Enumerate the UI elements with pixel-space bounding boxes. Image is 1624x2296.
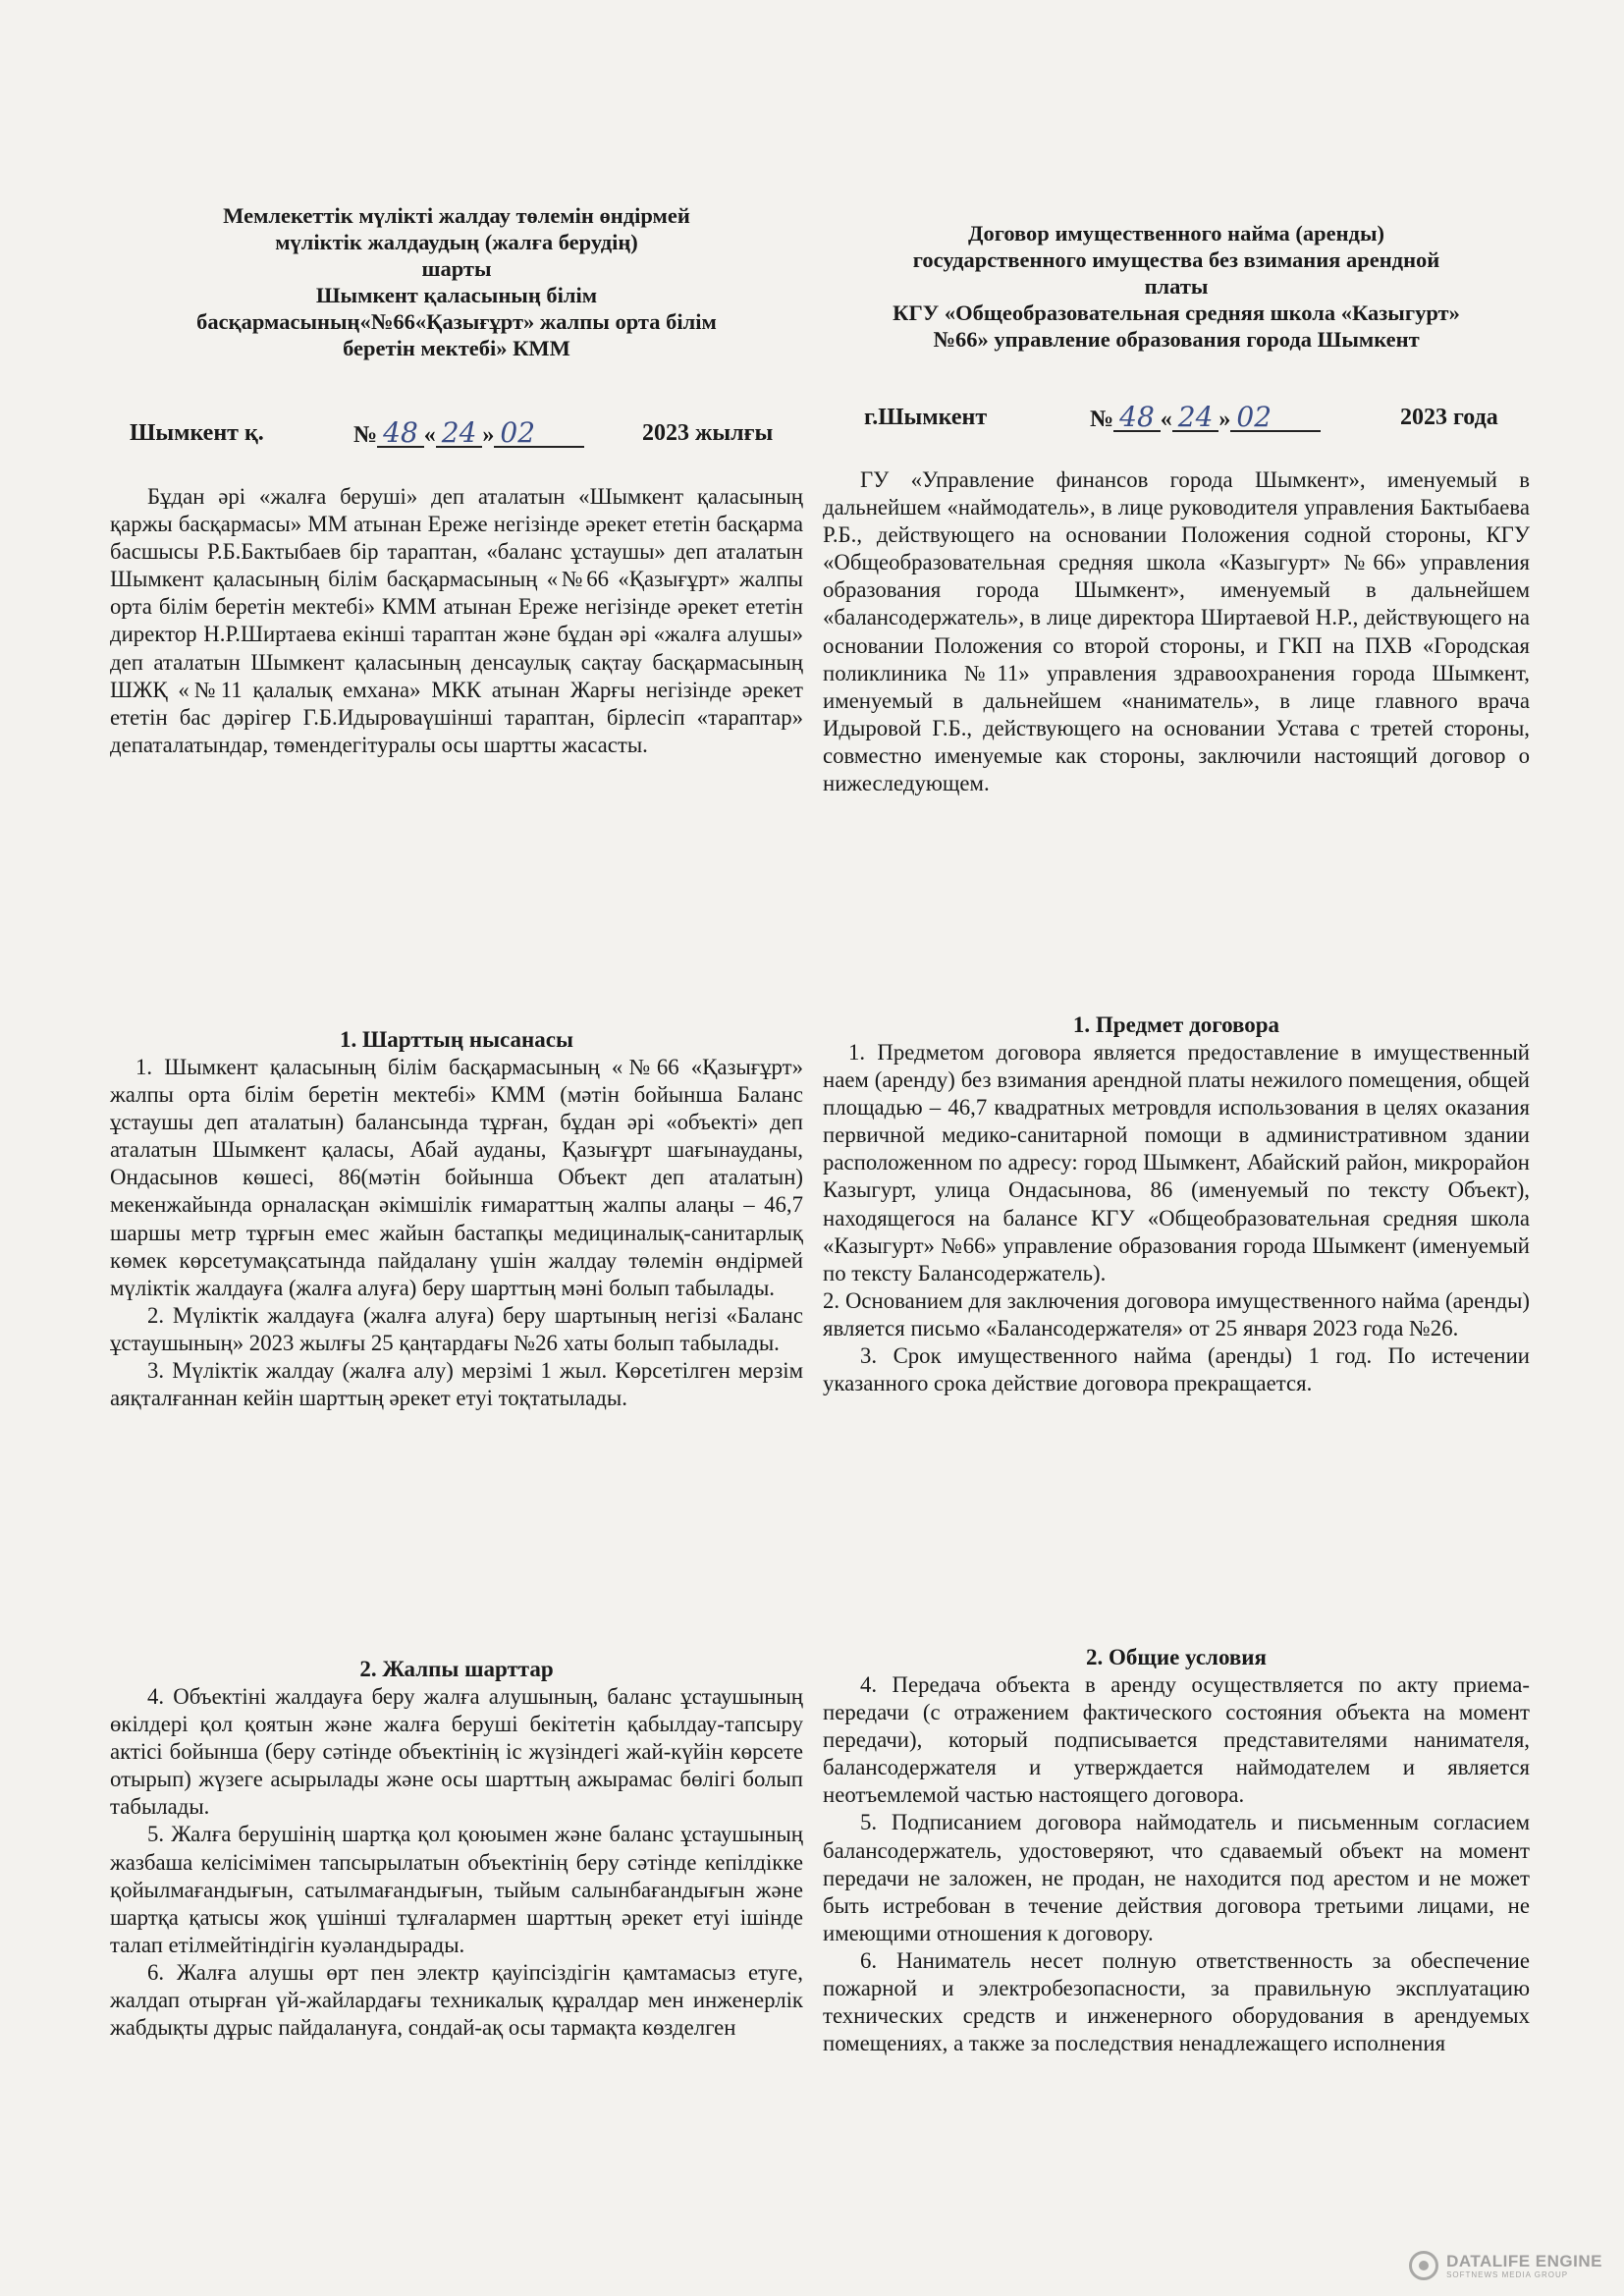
ru-year: 2023 года xyxy=(1400,405,1498,430)
kz-clause-6: 6. Жалға алушы өрт пен электр қауіпсіздігін қамтамасыз етуге, жалдап отырған үй-жайлардағы техникалық құралдар мен инженерлік жабдықты дұрыс пайдалануға, сондай-ақ осы тармақта көзделген xyxy=(110,1959,803,2041)
ru-month-handwritten: 02 xyxy=(1230,405,1321,432)
ru-clause-6: 6. Наниматель несет полную ответственность за обеспечение пожарной и электробезопасности, за правильную эксплуатацию технических средств и инженерного оборудования в арендуемых помещениях, а также за последствия ненадлежащего исполнения xyxy=(823,1947,1530,2056)
kz-title xyxy=(110,202,803,361)
kz-section1-title: 1. Шарттың нысанасы xyxy=(340,1027,573,1052)
ru-city-date-line xyxy=(823,401,1530,436)
ru-preamble: ГУ «Управление финансов города Шымкент», именуемый в дальнейшем «наймодатель», в лице руководителя управления Бактыбаева Р.Б., действующего на основании Положения содной стороны, КГУ «Общеобразовательная средняя школа «Казыгурт» №66» управления образования города Шымкент», именуемый в дальнейшем «балансодержатель», в лице директора Ширтаевой Н.Р., действующего на основании Положения со второй стороны, и ГКП на ПХВ «Городская поликлиника №11» управления здравоохранения города Шымкент, именуемый в дальнейшем «наниматель», в лице главного врача Идыровой Г.Б., действующего на основании Устава с третей стороны, совместно именуемые как стороны, заключили настоящий договор о нижеследующем. xyxy=(823,467,1530,796)
kz-clause-5: 5. Жалға берушінің шартқа қол қоюымен және баланс ұстаушының жазбаша келісімімен тапсырылатын объектінің беру сәтінде кепілдікке қойылмағандығын, сатылмағандығын, тыйым салынбағандығын және шартқа қатысы жоқ үшінші тұлғалармен шарттың әрекет етуі ішінде талап етілмейтіндігін куәландырады. xyxy=(110,1822,803,1957)
kz-clause-2: 2. Мүліктік жалдауға (жалға алуға) беру шартының негізі «Баланс ұстаушының» 2023 жылғы 25 қаңтардағы №26 хаты болып табылады. xyxy=(110,1302,803,1355)
ru-title-line: государственного имущества без взимания арендной xyxy=(912,247,1440,272)
ru-title-line: платы xyxy=(1144,274,1209,299)
kz-title-line: шарты xyxy=(421,256,492,281)
watermark-subtitle: SOFTNEWS MEDIA GROUP xyxy=(1446,2269,1569,2279)
kz-clause-1: 1. Шымкент қаласының білім басқармасының «№66 «Қазығұрт» жалпы орта білім беретін мектебі» КММ (мәтін бойынша Баланс ұстаушы деп аталатын) балансында тұрған, бұдан әрі «объекті» деп аталатын Шымкент қаласы, Абай ауданы, Қазығұрт шағынауданы, Ондасынов көшесі, 86(мәтін бойынша Объект деп аталатын) мекенжайында орналасқан әкімшілік ғимараттың жалпы алаңы – 46,7 шаршы метр тұрғын емес жайын бастапқы медициналық-санитарлық көмек көрсетумақсатында пайдалану үшін жалдау төлемін өндірмей мүліктік жалдауға (жалға алуға) беру шарттың мәні болып табылады. xyxy=(110,1055,803,1300)
ru-section1-title: 1. Предмет договора xyxy=(1072,1012,1280,1037)
kz-number-handwritten: 48 xyxy=(377,420,424,448)
ru-section2-title: 2. Общие условия xyxy=(1086,1645,1267,1669)
kz-title-line: басқармасының«№66«Қазығұрт» жалпы орта білім xyxy=(196,309,717,334)
kz-section2-title: 2. Жалпы шарттар xyxy=(359,1657,554,1681)
ru-quote-open: « xyxy=(1160,407,1172,432)
kz-year: 2023 жылғы xyxy=(642,420,774,446)
kz-section1-body xyxy=(110,1054,803,1412)
ru-section2-body xyxy=(823,1671,1530,2057)
kz-title-line: Мемлекеттік мүлікті жалдау төлемін өндірмей xyxy=(223,203,690,228)
kz-number-prefix: № xyxy=(353,422,378,448)
ru-number-handwritten: 48 xyxy=(1113,405,1161,432)
ru-title-line: КГУ «Общеобразовательная средняя школа «Казыгурт» xyxy=(893,301,1460,325)
ru-contract-number xyxy=(1090,401,1321,433)
kz-contract-number xyxy=(353,416,584,449)
ru-section1-body xyxy=(823,1039,1530,1397)
kz-quote-close: » xyxy=(482,422,495,448)
datalife-logo-icon xyxy=(1409,2251,1438,2280)
kz-clause-4: 4. Объектіні жалдауға беру жалға алушының, баланс ұстаушының өкілдері қол қоятын және жалға беруші бекітетін қабылдау-тапсыру актісі бойынша (беру сәтінде объектінің іс жүзіндегі жай-күйін көрсете отырып) жүзеге асырылады және осы шарттың ажырамас бөлігі болып табылады. xyxy=(110,1684,803,1820)
ru-clause-3: 3. Срок имущественного найма (аренды) 1 год. По истечении указанного срока действие договора прекращается. xyxy=(823,1343,1530,1396)
ru-clause-1: 1. Предметом договора является предоставление в имущественный наем (аренду) без взимания арендной платы нежилого помещения, общей площадью – 46,7 квадратных метровдля использования в целях оказания первичной медико-санитарной помощи в административном здании расположенном по адресу: город Шымкент, Абайский район, микрорайон Казыгурт, улица Ондасынова, 86 (именуемый по тексту Объект), находящегося на балансе КГУ «Общеобразовательная средняя школа «Казыгурт» №66» управление образования города Шымкент (именуемый по тексту Балансодержатель). xyxy=(823,1040,1530,1285)
ru-number-prefix: № xyxy=(1090,407,1114,432)
kz-title-line: мүліктік жалдаудың (жалға берудің) xyxy=(275,230,638,254)
ru-title-line: №66» управление образования города Шымкент xyxy=(933,327,1420,352)
kz-city-date-line xyxy=(110,416,803,452)
kz-quote-open: « xyxy=(423,422,436,448)
kz-section2-body xyxy=(110,1683,803,2042)
watermark xyxy=(1409,2251,1602,2280)
ru-clause-2: 2. Основанием для заключения договора имущественного найма (аренды) является письмо «Балансодержателя» от 25 января 2023 года №26. xyxy=(823,1287,1530,1340)
kz-month-handwritten: 02 xyxy=(494,420,584,448)
kz-clause-3: 3. Мүліктік жалдау (жалға алу) мерзімі 1 жыл. Көрсетілген мерзім аяқталғаннан кейін шарттың әрекет етуі тоқтатылады. xyxy=(110,1358,803,1411)
watermark-title: DATALIFE ENGINE xyxy=(1446,2251,1602,2270)
kz-title-line: беретін мектебі» КММ xyxy=(343,336,570,360)
ru-title-line: Договор имущественного найма (аренды) xyxy=(967,221,1385,246)
ru-clause-5: 5. Подписанием договора наймодатель и письменным согласием балансодержатель, удостоверяют, что сдаваемый объект на момент передачи не заложен, не продан, не находится под арестом и не может быть истребован в течение действия договора третьими лицами, не имеющими отношения к договору. xyxy=(823,1810,1530,1945)
kz-title-line: Шымкент қаласының білім xyxy=(315,283,598,307)
ru-day-handwritten: 24 xyxy=(1172,405,1219,432)
ru-quote-close: » xyxy=(1218,407,1231,432)
kz-city: Шымкент қ. xyxy=(130,420,264,446)
ru-clause-4: 4. Передача объекта в аренду осуществляется по акту приема-передачи (с отражением фактического состояния объекта на момент передачи), который подписывается представителями нанимателя, балансодержателя и утверждается наймодателем и является неотъемлемой частью настоящего договора. xyxy=(823,1672,1530,1808)
ru-city: г.Шымкент xyxy=(864,405,988,430)
ru-title xyxy=(823,220,1530,353)
kz-day-handwritten: 24 xyxy=(436,420,483,448)
kz-preamble: Бұдан әрі «жалға беруші» деп аталатын «Шымкент қаласының қаржы басқармасы» ММ атынан Ереже негізінде әрекет ететін басқарма басшысы Р.Б.Бактыбаев бір тараптан, «баланс ұстаушы» деп аталатын Шымкент қаласының білім басқармасының «№66 «Қазығұрт» жалпы орта білім беретін мектебі» КММ атынан Ереже негізінде әрекет ететін директор Н.Р.Ширтаева екінші тараптан және бұдан әрі «жалға алушы» деп аталатын Шымкент қаласының денсаулық сақтау басқармасының ШЖҚ «№11 қалалық емхана» МКК атынан Жарғы негізінде әрекет ететін бас дәрігер Г.Б.Идыроваүшінші тараптан, бірлесіп «тараптар» депаталатындар, төмендегітуралы осы шартты жасасты. xyxy=(110,484,803,757)
